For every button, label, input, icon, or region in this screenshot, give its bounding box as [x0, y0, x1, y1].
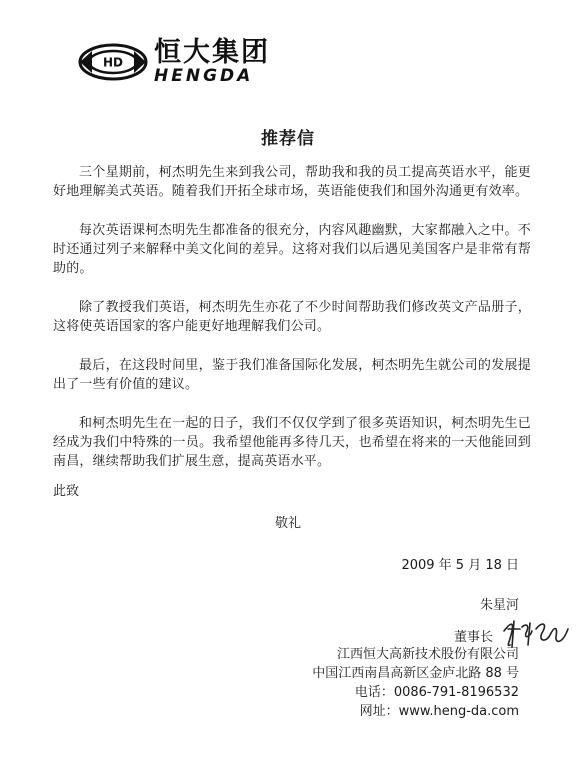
logo-text: HD — [102, 55, 124, 70]
brand-chinese: 恒大集团 — [154, 37, 270, 68]
company-website: 网址：www.heng-da.com — [359, 704, 519, 719]
paragraph-1: 三个星期前，柯杰明先生来到我公司，帮助我和我的员工提高英语水平，能更好地理解美式英语。随着我们开拓全球市场，英语能使我们和国外沟通更有效率。 — [53, 165, 531, 199]
closing: 此致 — [53, 484, 80, 499]
brand-english: HENGDA — [154, 66, 254, 86]
letter-body — [53, 163, 531, 471]
letter-title: 推荐信 — [261, 129, 315, 149]
salutation: 敬礼 — [274, 516, 301, 531]
paragraph-2: 每次英语课柯杰明先生都准备的很充分，内容风趣幽默，大家都融入之中。不时还通过列子来解释中美文化间的差异。这将对我们以后遇见美国客户是非常有帮助的。 — [53, 223, 531, 276]
company-block — [312, 645, 519, 721]
signer-name: 朱星河 — [479, 598, 519, 613]
letterhead — [78, 38, 270, 86]
signer-role: 董事长 — [453, 630, 493, 645]
hengda-logo-icon — [78, 42, 148, 82]
paragraph-5: 和柯杰明先生在一起的日子，我们不仅仅学到了很多英语知识，柯杰明先生已经成为我们中特殊的一员。我希望他能再多待几天，也希望在将来的一天他能回到南昌，继续帮助我们扩展生意，提高英语水平。 — [53, 416, 531, 469]
company-address: 中国江西南昌高新区金庐北路 88 号 — [312, 666, 519, 681]
paragraph-3: 除了教授我们英语，柯杰明先生亦花了不少时间帮助我们修改英文产品册子，这将使英语国家的客户能更好地理解我们公司。 — [53, 300, 531, 334]
brand-name — [154, 39, 270, 85]
company-phone: 电话：0086-791-8196532 — [354, 685, 519, 700]
company-name: 江西恒大高新技术股份有限公司 — [336, 647, 519, 662]
letter-date: 2009 年 5 月 18 日 — [401, 558, 519, 573]
paragraph-4: 最后，在这段时间里，鉴于我们准备国际化发展，柯杰明先生就公司的发展提出了一些有价值的建议。 — [53, 358, 531, 392]
